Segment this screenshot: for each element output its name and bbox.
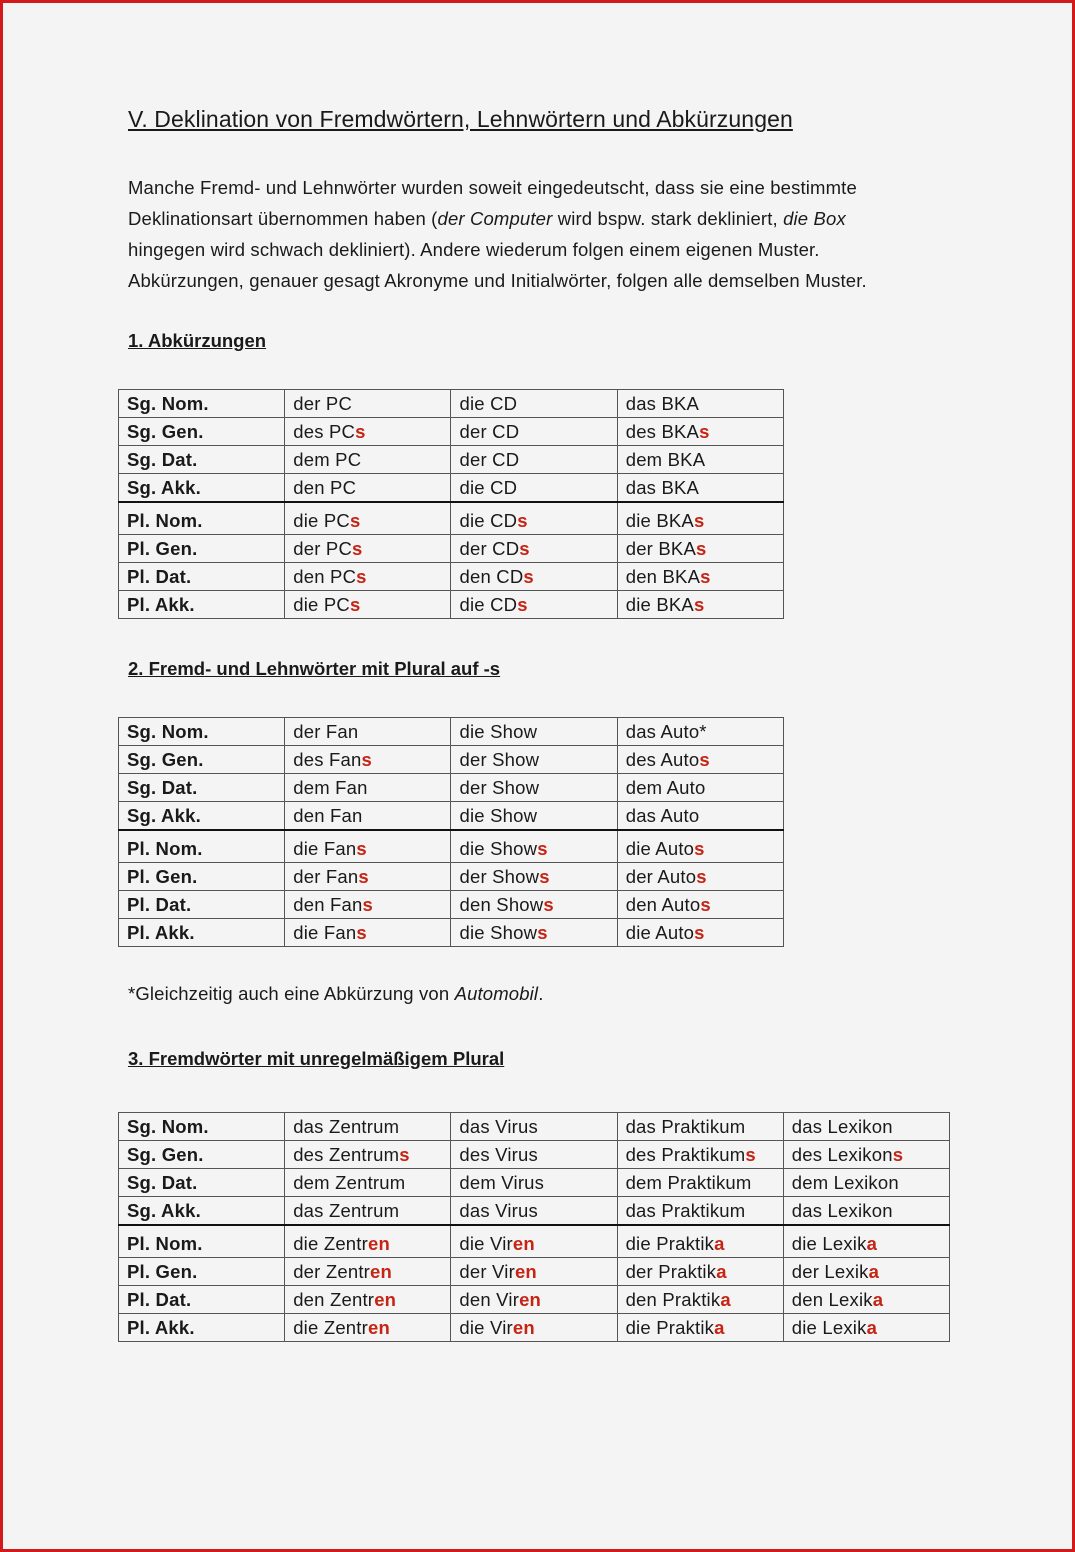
declension-form: [617, 891, 783, 919]
declension-form: [285, 1225, 451, 1258]
word-stem: das Auto: [625, 805, 700, 826]
case-ending: s: [537, 838, 548, 859]
word-stem: die PC: [293, 594, 350, 615]
word-stem: die CD: [459, 477, 518, 498]
declension-form: [285, 390, 451, 418]
word-stem: der Lexik: [791, 1261, 869, 1282]
declension-form: [617, 863, 783, 891]
declension-form: [783, 1286, 949, 1314]
word-stem: die PC: [293, 510, 350, 531]
case-ending: a: [868, 1261, 880, 1282]
declension-form: [285, 1113, 451, 1141]
word-stem: der Zentr: [293, 1261, 371, 1282]
case-ending: a: [714, 1317, 725, 1338]
declension-form: [451, 1141, 617, 1169]
case-label: Sg. Dat.: [119, 774, 285, 802]
word-stem: dem BKA: [625, 449, 706, 470]
word-stem: den Zentr: [293, 1289, 375, 1310]
table-row: [119, 474, 784, 503]
declension-form: [285, 1314, 451, 1342]
declension-form: [451, 446, 617, 474]
word-stem: die Show: [459, 838, 538, 859]
intro-paragraph: [128, 172, 928, 296]
word-stem: die Show: [459, 922, 538, 943]
case-ending: a: [866, 1233, 878, 1254]
case-label: Sg. Nom.: [119, 1113, 285, 1141]
case-label: Sg. Akk.: [119, 474, 285, 503]
declension-form: [617, 535, 783, 563]
table-row: [119, 802, 784, 831]
case-label: Sg. Dat.: [119, 1169, 285, 1197]
word-stem: die Auto: [625, 838, 695, 859]
word-stem: die Vir: [459, 1317, 513, 1338]
case-ending: s: [356, 922, 367, 943]
word-stem: der Fan: [293, 866, 359, 887]
case-label: Pl. Nom.: [119, 502, 285, 535]
case-label: Pl. Dat.: [119, 1286, 285, 1314]
word-stem: dem Lexikon: [791, 1172, 899, 1193]
case-ending: en: [512, 1233, 535, 1254]
declension-form: [451, 1197, 617, 1226]
case-ending: s: [356, 566, 367, 587]
declension-form: [451, 1314, 617, 1342]
word-stem: die Fan: [293, 922, 357, 943]
declension-form: [617, 1141, 783, 1169]
declension-form: [617, 919, 783, 947]
case-label: Sg. Nom.: [119, 718, 285, 746]
case-ending: s: [693, 594, 705, 615]
section-heading-abbreviations: 1. Abkürzungen: [128, 330, 267, 351]
case-ending: en: [374, 1289, 397, 1310]
case-ending: en: [370, 1261, 393, 1282]
case-label: Sg. Gen.: [119, 418, 285, 446]
declension-form: [451, 1258, 617, 1286]
case-label: Sg. Akk.: [119, 802, 285, 831]
word-stem: der CD: [459, 449, 520, 470]
word-stem: die Show: [459, 721, 538, 742]
case-ending: a: [714, 1233, 725, 1254]
declension-form: [285, 891, 451, 919]
word-stem: das Auto*: [625, 721, 707, 742]
footnote-automobil: Automobil: [454, 983, 539, 1004]
case-ending: s: [519, 538, 530, 559]
word-stem: die BKA: [625, 594, 694, 615]
table-row: [119, 446, 784, 474]
case-ending: s: [523, 566, 534, 587]
word-stem: die Praktik: [625, 1317, 715, 1338]
case-ending: s: [699, 749, 710, 770]
declension-form: [285, 830, 451, 863]
case-ending: s: [543, 894, 554, 915]
word-stem: den Show: [459, 894, 544, 915]
declension-form: [617, 1113, 783, 1141]
word-stem: die Auto: [625, 922, 695, 943]
declension-form: [617, 1169, 783, 1197]
declension-form: [451, 891, 617, 919]
declension-form: [285, 1169, 451, 1197]
table-row: [119, 1258, 950, 1286]
word-stem: des Auto: [625, 749, 700, 770]
intro-example-computer: der Computer: [437, 208, 553, 229]
declension-form: [285, 774, 451, 802]
intro-example-box: die Box: [783, 208, 846, 229]
declension-form: [617, 1258, 783, 1286]
case-label: Pl. Gen.: [119, 863, 285, 891]
section-heading-irregular-plural: 3. Fremdwörter mit unregelmäßigem Plural: [128, 1048, 505, 1069]
declension-form: [285, 1141, 451, 1169]
case-ending: s: [745, 1144, 756, 1165]
case-label: Pl. Gen.: [119, 535, 285, 563]
case-ending: a: [866, 1317, 878, 1338]
word-stem: die CD: [459, 510, 518, 531]
declension-form: [617, 418, 783, 446]
word-stem: des Lexikon: [791, 1144, 893, 1165]
case-ending: a: [720, 1289, 731, 1310]
case-label: Pl. Dat.: [119, 891, 285, 919]
declension-form: [285, 919, 451, 947]
case-ending: s: [349, 510, 361, 531]
declension-form: [451, 863, 617, 891]
word-stem: der CD: [459, 538, 520, 559]
table-row: [119, 830, 784, 863]
declension-form: [783, 1113, 949, 1141]
word-stem: des Fan: [293, 749, 362, 770]
case-ending: s: [361, 749, 372, 770]
word-stem: die Lexik: [791, 1317, 867, 1338]
word-stem: des Virus: [459, 1144, 538, 1165]
case-label: Pl. Akk.: [119, 591, 285, 619]
table-row: [119, 919, 784, 947]
case-label: Pl. Nom.: [119, 830, 285, 863]
table-row: [119, 718, 784, 746]
case-label: Pl. Gen.: [119, 1258, 285, 1286]
case-ending: en: [512, 1317, 535, 1338]
declension-form: [285, 535, 451, 563]
declension-form: [617, 774, 783, 802]
table-row: [119, 502, 784, 535]
declension-form: [617, 591, 783, 619]
case-ending: s: [352, 538, 363, 559]
declension-form: [451, 802, 617, 831]
case-ending: s: [700, 894, 711, 915]
declension-form: [451, 591, 617, 619]
word-stem: dem PC: [293, 449, 362, 470]
word-stem: den PC: [293, 477, 357, 498]
word-stem: das Praktikum: [625, 1200, 746, 1221]
word-stem: die Zentr: [293, 1233, 368, 1254]
word-stem: der Auto: [625, 866, 697, 887]
case-ending: s: [892, 1144, 904, 1165]
word-stem: die Fan: [293, 838, 357, 859]
declension-form: [617, 1314, 783, 1342]
word-stem: den PC: [293, 566, 357, 587]
word-stem: den Fan: [293, 805, 363, 826]
case-label: Sg. Gen.: [119, 746, 285, 774]
declension-form: [617, 830, 783, 863]
case-ending: s: [700, 566, 711, 587]
word-stem: den Praktik: [625, 1289, 721, 1310]
declension-form: [617, 1197, 783, 1226]
word-stem: des Zentrum: [293, 1144, 400, 1165]
table-row: [119, 1141, 950, 1169]
word-stem: den BKA: [625, 566, 701, 587]
intro-text-2: wird bspw. stark dekliniert,: [552, 208, 784, 229]
table-row: [119, 863, 784, 891]
case-label: Pl. Dat.: [119, 563, 285, 591]
case-label: Pl. Nom.: [119, 1225, 285, 1258]
declension-form: [451, 830, 617, 863]
case-ending: s: [539, 866, 550, 887]
section-heading-plural-s: 2. Fremd- und Lehnwörter mit Plural auf -s: [128, 658, 501, 679]
declension-form: [451, 919, 617, 947]
declension-table-plural-s: [118, 717, 784, 947]
declension-form: [783, 1225, 949, 1258]
case-ending: s: [356, 838, 367, 859]
case-label: Pl. Akk.: [119, 1314, 285, 1342]
case-label: Sg. Nom.: [119, 390, 285, 418]
word-stem: das Zentrum: [293, 1116, 400, 1137]
table-row: [119, 563, 784, 591]
word-stem: die Show: [459, 805, 538, 826]
table-row: [119, 1197, 950, 1226]
declension-form: [451, 746, 617, 774]
case-ending: a: [872, 1289, 884, 1310]
word-stem: das Lexikon: [791, 1116, 893, 1137]
word-stem: der PC: [293, 538, 353, 559]
case-ending: en: [368, 1317, 390, 1338]
declension-form: [783, 1197, 949, 1226]
word-stem: die CD: [459, 594, 518, 615]
declension-form: [285, 1286, 451, 1314]
declension-form: [617, 718, 783, 746]
table-row: [119, 1169, 950, 1197]
word-stem: das Virus: [459, 1200, 538, 1221]
declension-form: [617, 502, 783, 535]
declension-form: [285, 502, 451, 535]
declension-form: [285, 802, 451, 831]
intro-text-1: Manche Fremd- und Lehnwörter wurden soweit eingedeutscht, dass sie eine bestimmte Deklinationsart übernommen haben (: [128, 177, 857, 229]
declension-form: [285, 563, 451, 591]
table-row: [119, 1225, 950, 1258]
word-stem: der Show: [459, 866, 540, 887]
declension-form: [285, 474, 451, 503]
table-row: [119, 774, 784, 802]
case-label: Sg. Akk.: [119, 1197, 285, 1226]
declension-form: [451, 390, 617, 418]
footnote-end: .: [538, 983, 544, 1004]
word-stem: des PC: [293, 421, 356, 442]
word-stem: das BKA: [625, 393, 700, 414]
declension-form: [451, 1113, 617, 1141]
declension-form: [451, 502, 617, 535]
word-stem: die BKA: [625, 510, 694, 531]
case-ending: s: [517, 594, 528, 615]
case-ending: s: [696, 538, 707, 559]
footnote: [128, 983, 544, 1005]
word-stem: den CD: [459, 566, 524, 587]
declension-form: [617, 1225, 783, 1258]
table-row: [119, 1113, 950, 1141]
word-stem: der CD: [459, 421, 520, 442]
word-stem: das Virus: [459, 1116, 538, 1137]
declension-form: [783, 1314, 949, 1342]
word-stem: den Vir: [459, 1289, 520, 1310]
case-label: Pl. Akk.: [119, 919, 285, 947]
declension-form: [617, 746, 783, 774]
declension-table-irregular-plural: [118, 1112, 950, 1342]
table-row: [119, 746, 784, 774]
page-title: V. Deklination von Fremdwörtern, Lehnwörtern und Abkürzungen: [128, 106, 793, 132]
word-stem: die Praktik: [625, 1233, 715, 1254]
case-ending: s: [355, 421, 366, 442]
table-row: [119, 1286, 950, 1314]
declension-form: [451, 418, 617, 446]
word-stem: der Vir: [459, 1261, 515, 1282]
case-ending: a: [716, 1261, 727, 1282]
word-stem: das Praktikum: [625, 1116, 746, 1137]
declension-form: [451, 1169, 617, 1197]
declension-form: [617, 446, 783, 474]
declension-form: [285, 446, 451, 474]
declension-form: [451, 563, 617, 591]
case-ending: s: [694, 922, 705, 943]
word-stem: der Show: [459, 777, 540, 798]
case-ending: s: [358, 866, 369, 887]
declension-form: [451, 1225, 617, 1258]
word-stem: dem Zentrum: [293, 1172, 406, 1193]
declension-form: [285, 418, 451, 446]
case-ending: en: [514, 1261, 537, 1282]
declension-form: [285, 863, 451, 891]
table-row: [119, 418, 784, 446]
word-stem: das Lexikon: [791, 1200, 893, 1221]
word-stem: der BKA: [625, 538, 696, 559]
declension-form: [783, 1258, 949, 1286]
table-row: [119, 1314, 950, 1342]
case-ending: s: [696, 866, 707, 887]
case-ending: en: [368, 1233, 390, 1254]
declension-form: [285, 591, 451, 619]
case-label: Sg. Gen.: [119, 1141, 285, 1169]
declension-form: [451, 1286, 617, 1314]
declension-form: [617, 390, 783, 418]
case-ending: s: [399, 1144, 410, 1165]
word-stem: des Praktikum: [625, 1144, 746, 1165]
word-stem: die Zentr: [293, 1317, 368, 1338]
case-ending: s: [517, 510, 528, 531]
case-ending: s: [349, 594, 361, 615]
case-ending: s: [699, 421, 710, 442]
word-stem: der Fan: [293, 721, 359, 742]
word-stem: den Fan: [293, 894, 363, 915]
case-ending: s: [537, 922, 548, 943]
word-stem: der Praktik: [625, 1261, 717, 1282]
declension-form: [617, 563, 783, 591]
case-ending: s: [693, 510, 705, 531]
word-stem: den Lexik: [791, 1289, 873, 1310]
word-stem: den Auto: [625, 894, 701, 915]
case-ending: en: [519, 1289, 542, 1310]
word-stem: dem Fan: [293, 777, 368, 798]
word-stem: der PC: [293, 393, 353, 414]
case-ending: s: [694, 838, 705, 859]
declension-form: [451, 535, 617, 563]
declension-form: [783, 1169, 949, 1197]
declension-table-abbreviations: [118, 389, 784, 619]
table-row: [119, 591, 784, 619]
word-stem: die Vir: [459, 1233, 513, 1254]
word-stem: das BKA: [625, 477, 700, 498]
case-ending: s: [362, 894, 374, 915]
declension-form: [285, 1258, 451, 1286]
declension-form: [285, 746, 451, 774]
word-stem: das Zentrum: [293, 1200, 400, 1221]
word-stem: die Lexik: [791, 1233, 867, 1254]
declension-form: [617, 802, 783, 831]
declension-form: [617, 1286, 783, 1314]
table-row: [119, 891, 784, 919]
word-stem: dem Virus: [459, 1172, 545, 1193]
declension-form: [285, 718, 451, 746]
declension-form: [451, 474, 617, 503]
table-row: [119, 390, 784, 418]
word-stem: dem Praktikum: [625, 1172, 752, 1193]
declension-form: [285, 1197, 451, 1226]
footnote-text: *Gleichzeitig auch eine Abkürzung von: [128, 983, 455, 1004]
word-stem: der Show: [459, 749, 540, 770]
intro-text-3: hingegen wird schwach dekliniert). Andere wiederum folgen einem eigenen Muster. Abkürzungen, genauer gesagt Akronyme und Initialwörter, folgen alle demselben Muster.: [128, 239, 867, 291]
declension-form: [783, 1141, 949, 1169]
table-row: [119, 535, 784, 563]
word-stem: die CD: [459, 393, 518, 414]
word-stem: dem Auto: [625, 777, 706, 798]
declension-form: [451, 718, 617, 746]
declension-form: [617, 474, 783, 503]
case-label: Sg. Dat.: [119, 446, 285, 474]
word-stem: des BKA: [625, 421, 700, 442]
declension-form: [451, 774, 617, 802]
